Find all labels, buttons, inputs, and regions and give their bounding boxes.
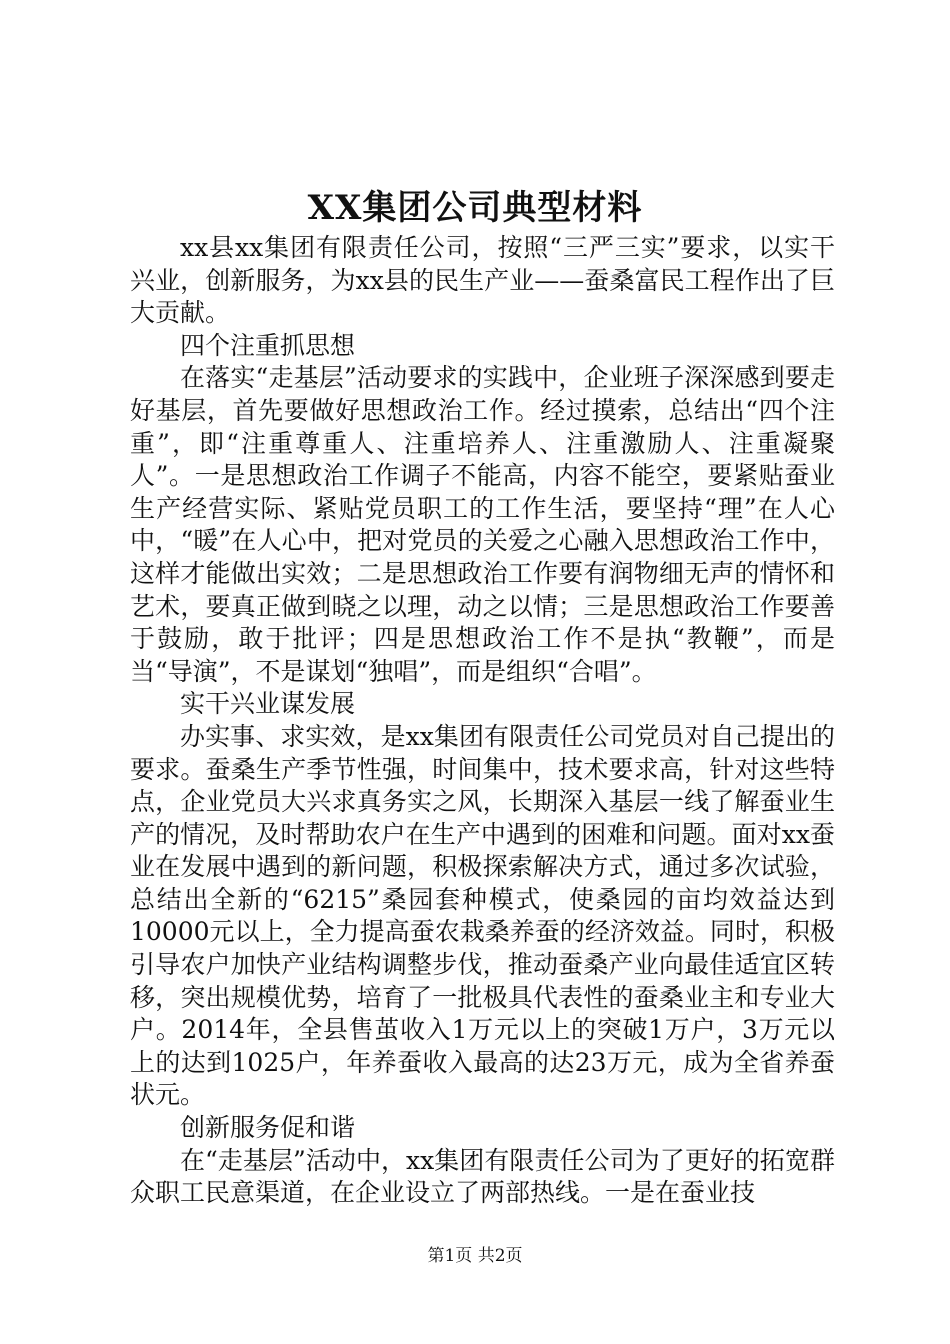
section-heading-thinking: 四个注重抓思想 <box>180 330 356 360</box>
page-number-footer: 第1页 共2页 <box>427 1246 523 1266</box>
section-paragraph-thinking: 在落实“走基层”活动要求的实践中，企业班子深深感到要走好基层，首先要做好思想政治工作。经过摸索，总结出“四个注重”，即“注重尊重人、注重培养人、注重激励人、注重凝聚人”。一是思想政治工作调子不能高，内容不能空，要紧贴蚕业生产经营实际、紧贴党员职工的工作生活，要坚持“理”在人心中，“暖”在人心中，把对党员的关爱之心融入思想政治工作中，这样才能做出实效；二是思想政治工作要有润物细无声的情怀和艺术，要真正做到晓之以理，动之以情；三是思想政治工作要善于鼓励，敢于批评；四是思想政治工作不是执“教鞭”，而是当“导演”，不是谋划“独唱”，而是组织“合唱”。 <box>130 363 835 686</box>
section-heading-service: 创新服务促和谐 <box>180 1113 356 1143</box>
section-heading-development: 实干兴业谋发展 <box>180 689 356 719</box>
intro-paragraph: xx县xx集团有限责任公司，按照“三严三实”要求，以实干兴业，创新服务，为xx县的民生产业——蚕桑富民工程作出了巨大贡献。 <box>130 233 835 328</box>
document-body <box>130 232 835 1210</box>
section-paragraph-development: 办实事、求实效，是xx集团有限责任公司党员对自己提出的要求。蚕桑生产季节性强，时间集中，技术要求高，针对这些特点，企业党员大兴求真务实之风，长期深入基层一线了解蚕业生产的情况，及时帮助农户在生产中遇到的困难和问题。面对xx蚕业在发展中遇到的新问题，积极探索解决方式，通过多次试验，总结出全新的“6215”桑园套种模式，使桑园的亩均效益达到10000元以上，全力提高蚕农栽桑养蚕的经济效益。同时，积极引导农户加快产业结构调整步伐，推动蚕桑产业向最佳适宜区转移，突出规模优势，培育了一批极具代表性的蚕桑业主和专业大户。2014年，全县售茧收入1万元以上的突破1万户，3万元以上的达到1025户，年养蚕收入最高的达23万元，成为全省养蚕状元。 <box>130 721 835 1110</box>
section-paragraph-service: 在“走基层”活动中，xx集团有限责任公司为了更好的拓宽群众职工民意渠道，在企业设立了两部热线。一是在蚕业技 <box>130 1145 835 1208</box>
document-title: XX集团公司典型材料 <box>307 188 643 228</box>
